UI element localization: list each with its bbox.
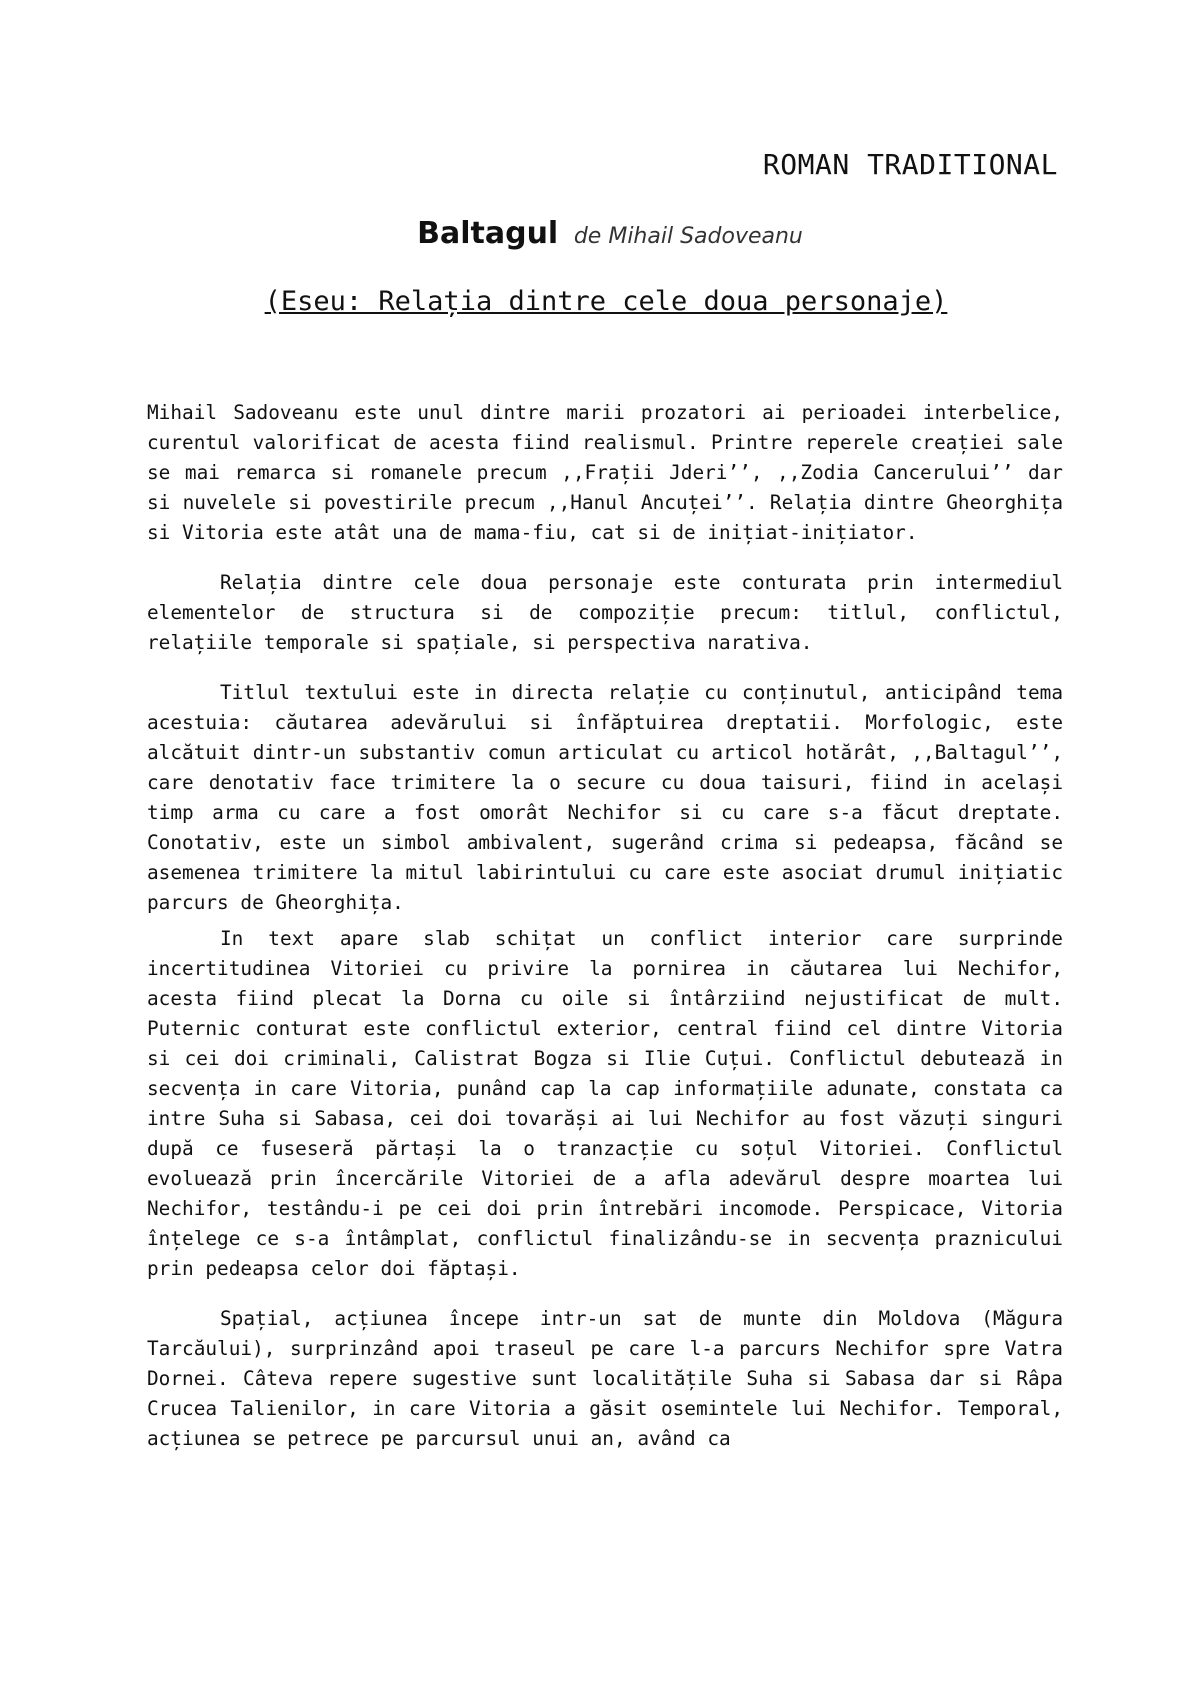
paragraph-intro: Mihail Sadoveanu este unul dintre marii prozatori ai perioadei interbelice, curentul valorificat de acesta fiind realismul. Printre reperele creației sale se mai remarca si romanele precum ,,Frații Jderi’’, ,,Zodia Cancerului’’ dar si nuvelele si povestirile precum ,,Hanul Ancuței’’. Relația dintre Gheorghița si Vitoria este atât una de mama-fiu, cat si de inițiat-inițiator. — [147, 401, 1063, 544]
paragraph-title: Titlul textului este in directa relație cu conținutul, anticipând tema acestuia: căutarea adevărului si înfăptuirea dreptatii. Morfologic, este alcătuit dintr-un substantiv comun articulat cu articol hotărât, ,,Baltagul’’, care denotativ face trimitere la o secure cu doua taisuri, fiind in același timp arma cu care a fost omorât Nechifor si cu care s-a făcut dreptate. Conotativ, este un simbol ambivalent, sugerând crima si pedeapsa, făcând se asemenea trimitere la mitul labirintului cu care este asociat drumul inițiatic parcurs de Gheorghița. — [147, 681, 1063, 914]
book-title-line — [0, 216, 1200, 251]
book-title: Baltagul — [417, 216, 559, 251]
paragraph-structure: Relația dintre cele doua personaje este conturata prin intermediul elementelor de structura si de compoziție precum: titlul, conflictul, relațiile temporale si spațiale, si perspectiva narativa. — [147, 571, 1063, 654]
paragraph-space-time: Spațial, acțiunea începe intr-un sat de munte din Moldova (Măgura Tarcăului), surprinzând apoi traseul pe care l-a parcurs Nechifor spre Vatra Dornei. Câteva repere sugestive sunt localitățile Suha si Sabasa dar si Râpa Crucea Talienilor, in care Vitoria a găsit osemintele lui Nechifor. Temporal, acțiunea se petrece pe parcursul unui an, având ca — [147, 1307, 1063, 1450]
essay-body — [147, 398, 1063, 1474]
category-heading: ROMAN TRADITIONAL — [762, 148, 1058, 181]
essay-subtitle: (Eseu: Relația dintre cele doua personaje) — [264, 286, 948, 317]
paragraph-conflict: In text apare slab schițat un conflict interior care surprinde incertitudinea Vitoriei cu privire la pornirea in căutarea lui Nechifor, acesta fiind plecat la Dorna cu oile si întârziind nejustificat de mult. Puternic conturat este conflictul exterior, central fiind cel dintre Vitoria si cei doi criminali, Calistrat Bogza si Ilie Cuțui. Conflictul debutează in secvența in care Vitoria, punând cap la cap informațiile adunate, constata ca intre Suha si Sabasa, cei doi tovarăși ai lui Nechifor au fost văzuți singuri după ce fuseseră părtași la o tranzacție cu soțul Vitoriei. Conflictul evoluează prin încercările Vitoriei de a afla adevărul despre moartea lui Nechifor, testându-i pe cei doi prin întrebări incomode. Perspicace, Vitoria înțelege ce s-a întâmplat, conflictul finalizându-se in secvența praznicului prin pedeapsa celor doi făptași. — [147, 927, 1063, 1280]
book-author: de Mihail Sadoveanu — [573, 224, 803, 249]
